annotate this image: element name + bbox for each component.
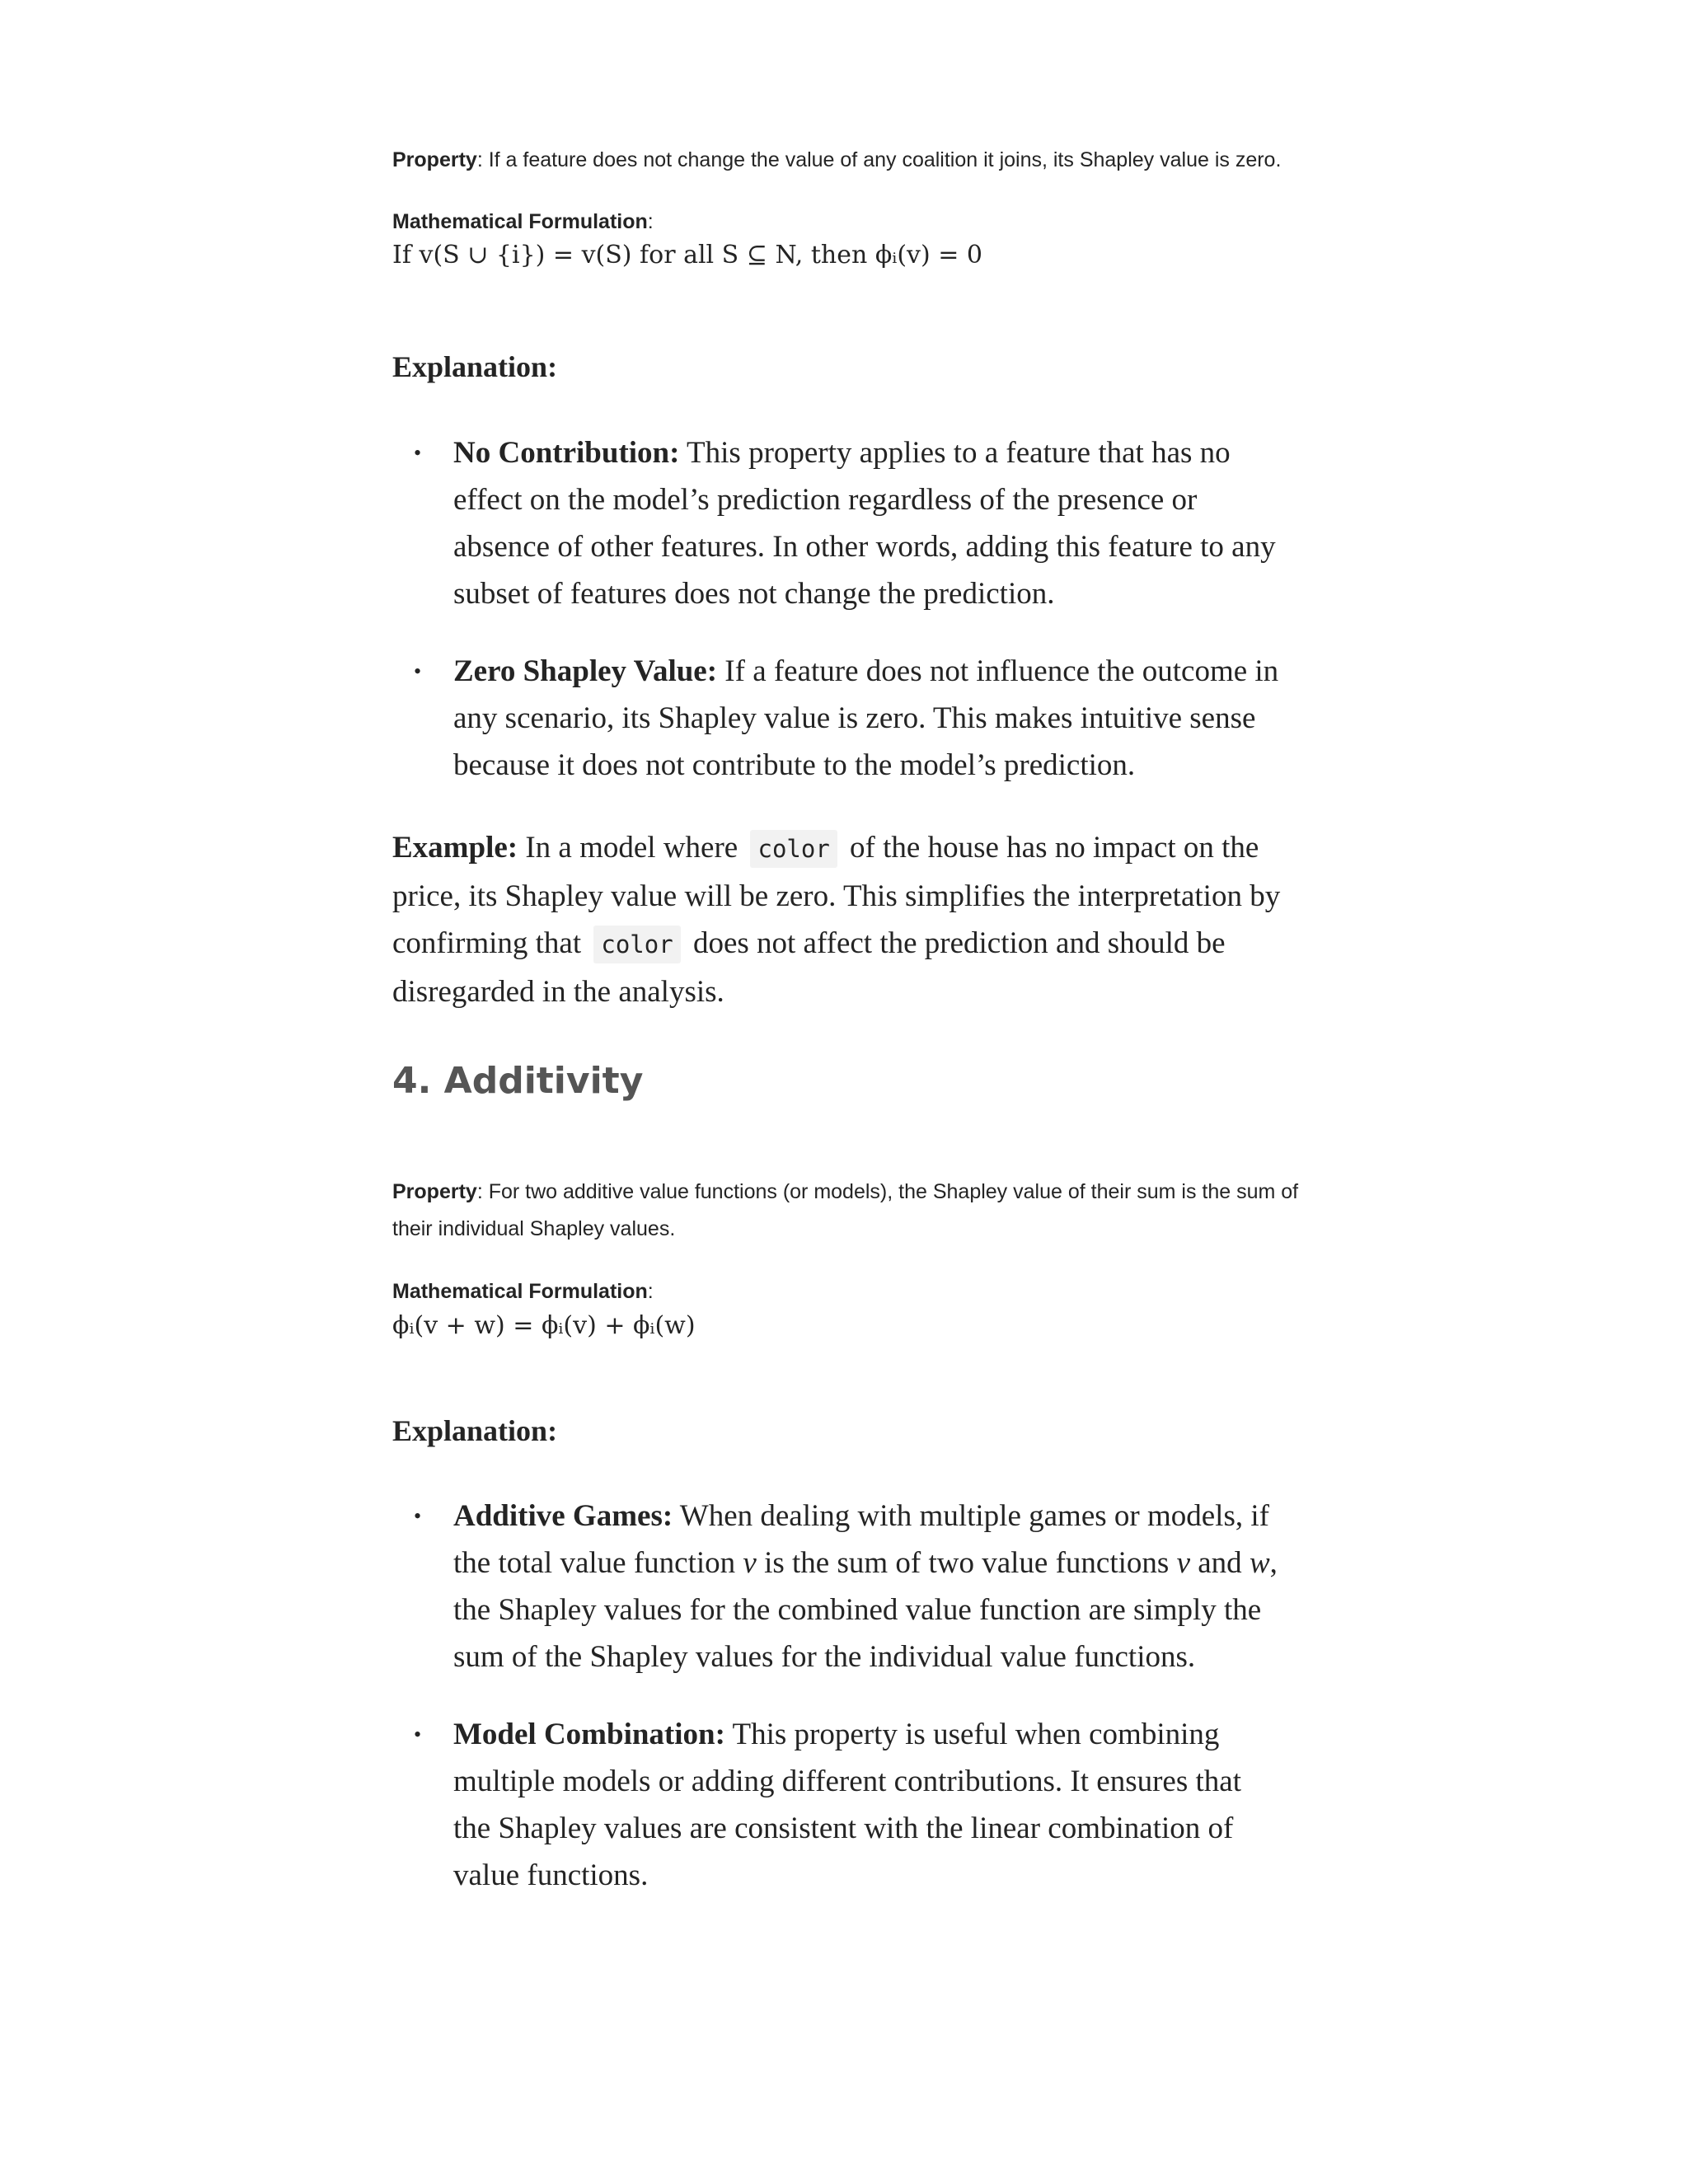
math-variable: v xyxy=(743,1546,757,1580)
bullet-label: Additive Games: xyxy=(453,1499,673,1533)
bullet-icon: • xyxy=(414,1504,422,1528)
list-item xyxy=(392,1711,1286,1899)
bullet-label: No Contribution: xyxy=(453,436,680,470)
bullet-text: This property is useful when combining multiple models or adding different contributions. It ensures that the Shapley values are consistent with the linear combination of value functions. xyxy=(453,1718,1241,1892)
explanation-list xyxy=(392,429,1286,789)
bullet-icon: • xyxy=(414,441,422,465)
math-label: Mathematical Formulation xyxy=(392,210,648,233)
bullet-icon: • xyxy=(414,659,422,683)
example-label: Example: xyxy=(392,831,518,865)
formula-additivity: ϕᵢ(v + w) = ϕᵢ(v) + ϕᵢ(w) xyxy=(392,1311,696,1340)
bullet-label: Zero Shapley Value: xyxy=(453,654,718,688)
list-item xyxy=(392,429,1286,617)
property-text: : If a feature does not change the value of any coalition it joins, its Shapley value is zero. xyxy=(476,148,1282,171)
math-label: Mathematical Formulation xyxy=(392,1280,648,1303)
bullet-text: If a feature does not influence the outcome in any scenario, its Shapley value is zero. This makes intuitive sense because it does not contribute to the model’s prediction. xyxy=(453,654,1279,782)
inline-code: color xyxy=(593,926,680,963)
example-paragraph: Example: In a model where color of the house has no impact on the price, its Shapley value will be zero. This simplifies the interpretation by confirming that color does not affect the prediction and should be disregarded in the analysis. xyxy=(392,831,1281,1009)
bullet-text: This property applies to a feature that has no effect on the model’s prediction regardless of the presence or absence of other features. In other words, adding this feature to any subset of features does not change the prediction. xyxy=(453,436,1276,611)
property-paragraph xyxy=(392,142,1299,179)
explanation-list xyxy=(392,1493,1286,1899)
math-variable: w xyxy=(1249,1546,1270,1580)
list-item xyxy=(392,648,1286,789)
explanation-heading: Explanation: xyxy=(392,350,558,383)
math-variable: v xyxy=(1176,1546,1190,1580)
math-formulation-label: Mathematical Formulation: xyxy=(392,1280,654,1303)
property-text: : For two additive value functions (or models), the Shapley value of their sum is the sum of their individual Shapley values. xyxy=(392,1180,1299,1240)
property-paragraph xyxy=(392,1174,1299,1248)
list-item: • Additive Games: When dealing with multiple games or models, if the total value function v is the sum of two value functions v and w, the Shapley values for the combined value function are simply the sum of the Shapley values for the individual value functions. xyxy=(392,1493,1286,1680)
property-label: Property xyxy=(392,1180,477,1203)
section-heading: 4. Additivity xyxy=(392,1060,644,1102)
explanation-heading: Explanation: xyxy=(392,1414,558,1447)
math-formulation-label: Mathematical Formulation: xyxy=(392,210,654,233)
bullet-label: Model Combination: xyxy=(453,1718,725,1751)
inline-code: color xyxy=(750,830,837,868)
formula-dummy: If v(S ∪ {i}) = v(S) for all S ⊆ N, then ϕᵢ(v) = 0 xyxy=(392,241,982,269)
bullet-icon: • xyxy=(414,1722,422,1746)
property-label: Property xyxy=(392,148,477,171)
